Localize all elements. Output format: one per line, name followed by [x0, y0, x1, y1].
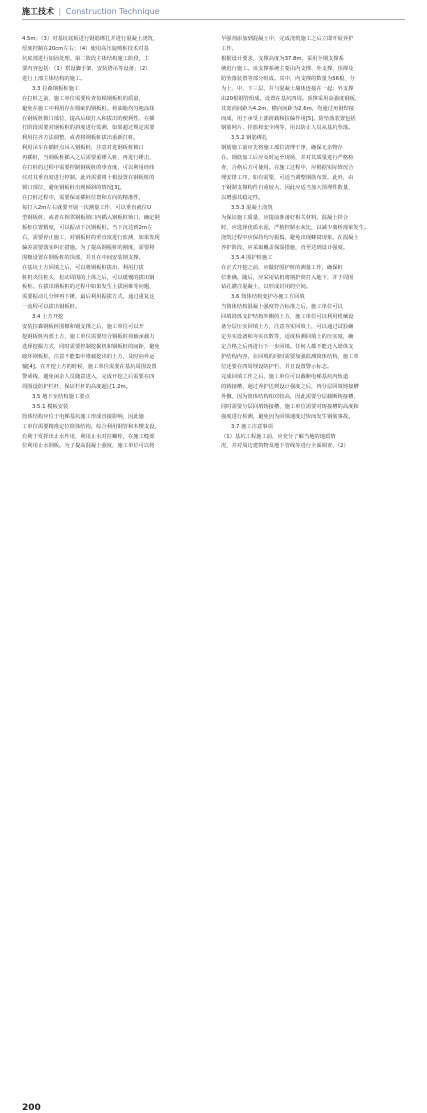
text-line: 一流程可以拔出钢板桩。	[22, 304, 81, 311]
text-line: 回填筒体支护结构外侧的土方，施工单位可以利用机械设	[221, 314, 354, 321]
text-line: 需要振动几分钟再下锤，最后利用振拔方式，通过重复这	[22, 294, 155, 301]
text-line: 钢筋网片、挂篮和安全网等，用以防止人员从基坑坠落。	[221, 125, 354, 132]
text-line: 再插桩，当钢板桩插入之后需要重锤入桩，再进行锤击，	[22, 155, 155, 162]
text-line: 围檩设置在钢板桩的顶部，并且在中间安装钢支撑。	[22, 254, 144, 261]
text-line: 在打桩过程中，需要保证插桩位置和方向的精准性，	[22, 195, 144, 201]
section-title-cn: 施工技术	[22, 7, 54, 16]
text-line: 3.7 施工注意事项	[231, 423, 273, 430]
text-line: 进行上部主体结构的施工。	[22, 75, 86, 82]
text-line: 完成回填工作之后，施工单位可以截断电梯基坑内轨道	[221, 373, 349, 380]
text-line: 防坠落装置等部分组成。其中，内支撑的数量为56根，分	[221, 75, 355, 82]
text-line: 厚度控制在20cm左右；（4）使用高压旋喷桩技术对基	[22, 45, 149, 52]
text-line: 位利用止水钢板。为了提高混凝土强度，施工单位可以将	[22, 443, 155, 450]
text-line: 统进行施工。该支撑系统主要由内支撑、外支撑、顶撑及	[221, 65, 354, 72]
text-line: 右，需要停止施工，对钢板桩的垂直度进行监测，如果发现	[22, 234, 160, 241]
section-title-en: Construction Technique	[65, 7, 160, 16]
text-line: 外侧。因为筒体结构相对较高，因此需要分层截断铸接槽，	[221, 393, 359, 400]
text-line: 每打入2m左右就要开展一次测量工作，可以垂直就位U	[22, 204, 151, 211]
text-line: 3.4 土方开挖	[32, 314, 64, 321]
text-line: 锁口部位，避免钢板桩出现倾斜的情况[3]。	[22, 185, 125, 192]
text-line: 利用吊车在插桩点吊入钢板桩，注意对进钢板桩锁口	[22, 145, 144, 152]
header-separator: |	[58, 7, 62, 16]
text-line: 的铸接槽，通过养护达到设计强度之后，再分层回填铸接槽	[221, 383, 359, 390]
text-line: 护结构内容，在回填的同时需要加强监测筒体结构，施工单	[221, 354, 359, 360]
text-line: 警戒线，避免闲杂人员随意进入，完成开挖之后需要在四	[22, 373, 155, 380]
text-line: 为保证施工质量，应提前准备好相关材料。混凝土拌合	[221, 214, 349, 221]
text-line: 为上、中、下三层，并与混凝土墙体连接在一起；外支撑	[221, 85, 354, 92]
text-line: 定夯实设备和夯实次数等，适度检测回填土的压实度，确	[221, 334, 354, 341]
text-line: 时，应选择优质水泥，严格控制水灰比，以减少离析现象发生。	[221, 224, 370, 231]
text-line: 仪对其垂直度进行控制。此外需要将十根设置在钢板桩的	[22, 175, 155, 182]
left-text-column	[22, 35, 206, 452]
text-line: 3.5.3 混凝土浇筑	[231, 204, 273, 211]
text-line: 查，合格后方可使用。在施工过程中，应根据实际情况合	[221, 165, 354, 172]
text-line: 型钢板桩，或者在相邻钢板锁口内插入钢板桩锁口，确定钢	[22, 214, 160, 221]
text-line: 位准确。随后，应采用钻机将钢护筒打入地下，并于周围	[221, 274, 354, 281]
text-line: 同时需要分层回填铸接槽，施工单位需要对铸接槽的高度和	[221, 403, 359, 410]
text-line: 4.5m；（3）对基坑底板进行钢筋绑扎并进行混凝土浇筑，	[22, 36, 159, 42]
section-label	[22, 6, 160, 17]
page-footer	[0, 554, 427, 1113]
right-text-column	[221, 35, 405, 452]
header-rule	[22, 19, 405, 20]
text-line: 要内容包括：（1）搭设脚手架，安装塔吊等设备；（2）	[22, 65, 151, 72]
text-line: （1）基坑工程施工前，应充分了解当地的地质情	[221, 433, 336, 440]
text-line: 理安排工序，如有需要，可适当调整钢筋布置。此外，由	[221, 175, 354, 182]
text-line: 而成，用于承受上部荷载和抗偏作用[5]。防坠落装置包括	[221, 115, 356, 122]
text-line: 打阶段需要对钢板桩的斜度进行监测，如果超过规定需要	[22, 125, 155, 132]
text-line: 当筒体结构混凝土强度符合标准之后，施工单位可以	[221, 304, 343, 311]
text-line: 在基坑土方回填之后，可以将钢板桩拔出，利用打拔	[22, 264, 144, 271]
text-line: 根据设计要求，支撑高度为37.8m，采用全钢支撑系	[221, 55, 344, 62]
text-line: 在打桩之前，施工单位需要检查每根钢板桩的质量，	[22, 95, 144, 102]
text-line: 位还要在四周埋设防护栏，并且设置警示标志。	[221, 363, 333, 370]
text-line: 利用拉齐方法调整，或者将钢板桩拔出重新打桩。	[22, 135, 139, 142]
text-line: 由20根钢管组成，设置在基坑四周。顶撑采用高强度钢板，	[221, 95, 361, 102]
text-line: 3.3 拉森钢板桩施工	[32, 85, 80, 92]
text-line: 3.5 地下室结构施工要点	[32, 393, 90, 400]
text-line: 输[4]。在开挖土方的时候，施工单位需要在基坑周围设置	[22, 363, 157, 370]
text-line: 于钢制支撑构件自重较大，因此应适当加大预埋件数量，	[221, 185, 354, 192]
text-line: 在。钢筋加工后应及时运至现场，并对其质量进行严格检	[221, 155, 354, 162]
text-line: 强度进行检测，避免因为回填速度过快而发生钢筋事故。	[221, 413, 354, 420]
text-line: 钢筋施工前应先将施工部位清理干净，确保无杂物存	[221, 145, 343, 152]
text-line: 况，并对周边建筑物及地下管线等进行全面调查，（2）	[221, 443, 349, 450]
text-line: 筒体结构应位于电梯基坑施工形成直接影响，因此施	[22, 413, 144, 420]
text-line: 避免在施工中利用存在瑕疵的钢板桩。将油脂均匀地涂抹	[22, 105, 155, 112]
running-header	[0, 0, 427, 24]
text-line: 板桩位置精度，可以振动下沉钢板桩。当下沉达到2m左	[22, 224, 153, 231]
text-line: 在打桩的过程中需要控制钢板桩的垂直度，可以利用经纬	[22, 165, 155, 172]
text-line: 在正式开挖之前，应做好围护桩的测量工作，确保桩	[221, 264, 343, 271]
text-line: 3.5.2 钢筋绑扎	[231, 135, 268, 142]
text-line: 工作。	[221, 45, 237, 52]
text-line: 周围设防护栏杆，保证栏杆的高度超过1.2m。	[22, 383, 131, 390]
text-line: 3.5.1 模板安装	[32, 403, 69, 410]
text-line: 其宽尚间距为4.2m，横向间距为2.6m，均通过角钢焊接	[221, 105, 355, 112]
text-line: 养护阶段，应采取覆盖保湿措施，直至达到设计强度。	[221, 244, 349, 251]
text-line: 安装拉森钢板桩围檩和钢支撑之后，施工单位可以开	[22, 324, 144, 331]
text-line: 在钢板桩锁口部位，提高后续打入和拔出的便利性。在插	[22, 115, 155, 122]
text-line: 坑底部进行加固处理。第二阶段主体结构施工阶段，主	[22, 55, 150, 62]
page-number: 200	[22, 1103, 41, 1113]
text-line: 桩机夹住桩头，松动周围的土体之后，可以缓慢的拔出钢	[22, 274, 155, 281]
text-line: 有利于发挥出止水作用，利用止水对拉螺栓，在施工缝部	[22, 433, 155, 440]
text-line: 挖钢板桩内部土方，施工单位需要结合钢板桩荷载承载力	[22, 334, 155, 341]
text-line: 浇筑过程中应保持均匀振捣，避免出现蜂窝现象。在混凝土	[221, 234, 359, 241]
text-line: 以增强其稳定性。	[221, 195, 264, 201]
text-line: 3.6 筒体结构变护办施工方回填	[231, 294, 305, 301]
text-line: 早强剂添加到混凝土中，完成浇筑施工之后立即开展养护	[221, 36, 354, 42]
text-line: 钻孔灌注混凝土，以形成封闭的空间。	[221, 284, 312, 291]
text-line: 备分层压实回填土方，注意夯实回填土，可以通过试验确	[221, 324, 354, 331]
text-line: 定合格之后再进行下一步回填。任何人都不能迁入筒体支	[221, 344, 354, 351]
text-line: 破坏钢板桩。注意不能集中堆载挖出的土方，及时向外运	[22, 354, 155, 360]
text-line: 选择挖掘方式，同时需要控制挖掘机和钢板桩的间距，避免	[22, 344, 160, 351]
text-line: 偏差需要落实纠正措施。为了提高钢板桩的刚度，需要将	[22, 244, 155, 251]
text-line: 3.5.4 围护桩施工	[231, 254, 273, 261]
text-line: 工单位需要精准定位筒体结构，综合利用钢管和木楔支设，	[22, 423, 160, 430]
text-line: 板桩。在拔出钢板桩的过程中如果发生上拔困难等问题，	[22, 284, 155, 291]
